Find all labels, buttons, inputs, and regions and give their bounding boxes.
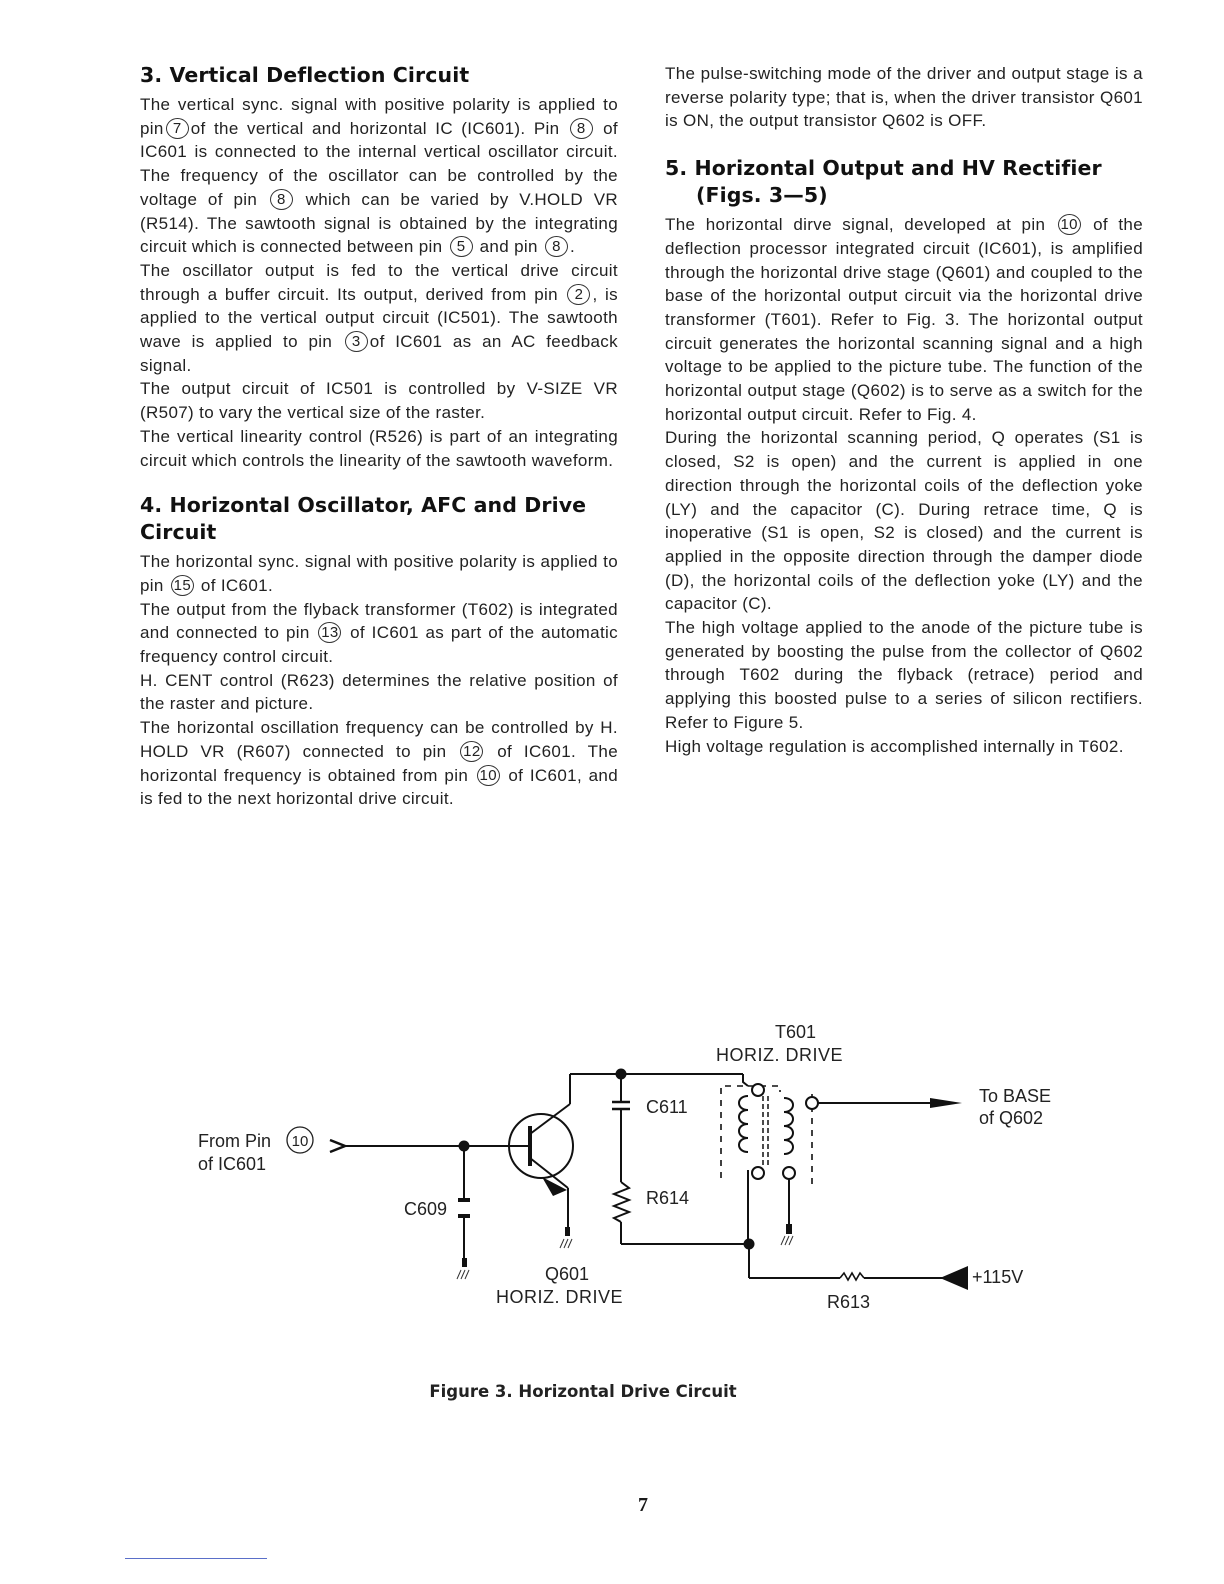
paragraph: The vertical sync. signal with positive polarity is applied to pin 7 of the vertical and horizontal IC (IC601). Pin 8 of IC601 is connected to the internal vertical oscillator circuit. The frequency of the oscillator can be controlled by the voltage of pin 8 which can be varied by V.HOLD VR (R514). The sawtooth signal is obtained by the integrating circuit which is connected between pin 5 and pin 8 . (140, 95, 619, 257)
ground-hatch (457, 1270, 469, 1279)
paragraph: The vertical linearity control (R526) is part of an integrating circuit which controls the linearity of the sawtooth waveform. (140, 426, 618, 470)
pin-badge: 13 (318, 622, 341, 643)
paragraph: The output circuit of IC501 is controlled by V-SIZE VR (R507) to vary the vertical size of the raster. (140, 379, 618, 423)
pin-badge: 8 (270, 189, 293, 210)
pin-badge: 15 (171, 575, 194, 596)
output-label: To BASE (979, 1086, 1052, 1106)
pin-badge: 10 (1058, 214, 1081, 235)
primary-top-lead (743, 1074, 748, 1086)
horizontal-drive-schematic (180, 1010, 1080, 1340)
q601-label: Q601 (545, 1264, 590, 1284)
pin-badge: 8 (545, 236, 568, 257)
terminal-circle (752, 1084, 764, 1096)
ground-hatch (560, 1239, 572, 1248)
pin-badge: 12 (460, 741, 483, 762)
section-pulse-mode (665, 62, 1143, 133)
pin-badge: 3 (345, 331, 368, 352)
junction-dot (744, 1239, 755, 1250)
paragraph: The oscillator output is fed to the vertical drive circuit through a buffer circuit. Its output, derived from pin 2 , is applied to the vertical output circuit (IC501). The sawtooth wave is applied to pin 3 of IC601 as an AC feedback signal. (140, 260, 619, 375)
pin-badge: 7 (166, 118, 189, 139)
terminal-circle (806, 1097, 818, 1109)
supply-label: +115V (972, 1267, 1024, 1287)
section-horizontal-output (665, 155, 1143, 758)
output-arrow (930, 1098, 962, 1108)
section-title: 3. Vertical Deflection Circuit (140, 63, 470, 87)
right-column (665, 62, 1143, 778)
input-label: of IC601 (198, 1154, 267, 1174)
q601-description: HORIZ. DRIVE (496, 1287, 624, 1307)
left-column (140, 62, 618, 831)
r613-label: R613 (827, 1292, 871, 1312)
terminal-circle (783, 1167, 795, 1179)
r614-resistor (614, 1182, 629, 1222)
junction-dot (459, 1141, 470, 1152)
supply-arrow (940, 1266, 968, 1290)
ground-icon (786, 1224, 792, 1234)
section-title: 5. Horizontal Output and HV Rectifier (Figs. 3—5) (665, 156, 1102, 208)
terminal-circle (752, 1167, 764, 1179)
figure-caption: Figure 3. Horizontal Drive Circuit (429, 1382, 737, 1401)
r614-label: R614 (646, 1188, 690, 1208)
ground-hatch (781, 1236, 793, 1245)
input-label: From Pin (198, 1131, 272, 1151)
secondary-coil (784, 1098, 793, 1154)
paragraph: The horizontal dirve signal, developed at pin 10 of the deflection processor integrated circuit (IC601), is amplified through the horizontal drive stage (Q601) and coupled to the base of the horizontal output circuit via the horizontal drive transformer (T601). Refer to Fig. 3. The horizontal output circuit generates the horizontal scanning signal and a high voltage to be applied to the picture tube. The function of the horizontal output stage (Q602) is to serve as a switch for the horizontal output circuit. Refer to Fig. 4. (665, 215, 1144, 424)
footer-divider (125, 1558, 267, 1559)
paragraph: The high voltage applied to the anode of the picture tube is generated by boosting the pulse from the collector of Q602 through T602 during the flyback (retrace) period and applying this boosted pulse to a series of silicon rectifiers. Refer to Figure 5. (665, 618, 1143, 732)
page-number: 7 (638, 1494, 648, 1516)
ground-icon (462, 1258, 467, 1267)
output-label: of Q602 (979, 1108, 1044, 1128)
section-title: 4. Horizontal Oscillator, AFC and Drive Circuit (140, 493, 587, 545)
paragraph: The pulse-switching mode of the driver and output stage is a reverse polarity type; that is, when the driver transistor Q601 is ON, the output transistor Q602 is OFF. (665, 64, 1143, 131)
q601-emitter-arrow (542, 1177, 567, 1196)
primary-coil (739, 1096, 748, 1152)
input-arrow (330, 1140, 345, 1152)
c609-label: C609 (404, 1199, 448, 1219)
paragraph: The output from the flyback transformer (T602) is integrated and connected to pin 13 of IC601 as part of the automatic frequency control circuit. (140, 599, 618, 667)
t601-label: T601 (775, 1022, 817, 1042)
paragraph: The horizontal oscillation frequency can be controlled by H. HOLD VR (R607) connected to pin 12 of IC601. The horizontal frequency is obtained from pin 10 of IC601, and is fed to the next horizontal drive circuit. (140, 718, 619, 809)
section-vertical-deflection (140, 62, 618, 472)
t601-description: HORIZ. DRIVE (716, 1045, 844, 1065)
pin-badge: 2 (567, 284, 590, 305)
pin-badge: 8 (570, 118, 593, 139)
c611-label: C611 (646, 1097, 688, 1117)
primary-dashed-frame (721, 1086, 780, 1180)
section-horizontal-oscillator (140, 492, 618, 811)
pin-badge: 5 (450, 236, 473, 257)
paragraph: H. CENT control (R623) determines the relative position of the raster and picture. (140, 670, 618, 714)
junction-dot (616, 1069, 627, 1080)
input-pin: 10 (291, 1133, 309, 1150)
r613-resistor (840, 1273, 864, 1280)
paragraph: High voltage regulation is accomplished internally in T602. (665, 736, 1124, 756)
paragraph: The horizontal sync. signal with positive polarity is applied to pin 15 of IC601. (140, 552, 618, 595)
q601-collector (530, 1104, 570, 1134)
ground-icon (565, 1227, 570, 1236)
paragraph: During the horizontal scanning period, Q operates (S1 is closed, S2 is open) and the current is applied in one direction through the horizontal coils of the deflection yoke (LY) and the capacitor (C). During retrace time, Q is inoperative (S1 is open, S2 is closed) and the current is applied in the opposite direction through the damper diode (D), the horizontal coils of the deflection yoke (LY) and the capacitor (C). (665, 428, 1143, 614)
pin-badge: 10 (477, 765, 500, 786)
